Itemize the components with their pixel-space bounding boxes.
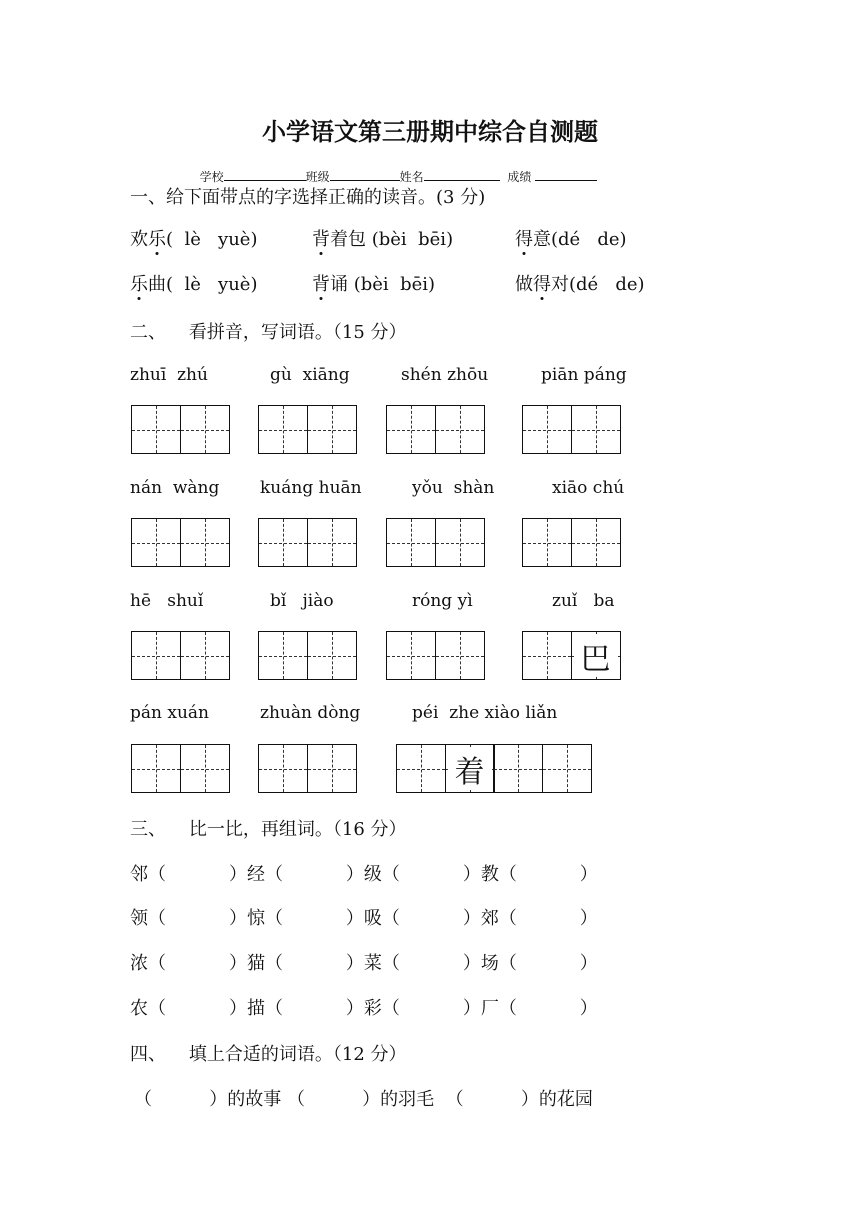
writing-cell[interactable] [542, 744, 592, 793]
writing-grid [258, 518, 355, 567]
q1-item: 乐曲( lè yuè) [130, 274, 258, 295]
pinyin-label: kuáng huān [260, 478, 362, 498]
q1-item: 得意(dé de) [515, 229, 627, 250]
section3-heading: 三、 比一比，再组词。（16 分） [130, 819, 407, 840]
name-blank[interactable] [424, 170, 500, 181]
pinyin-label: pán xuán [130, 703, 209, 723]
writing-cell[interactable] [386, 631, 436, 680]
writing-grid [131, 405, 228, 454]
writing-cell[interactable] [180, 631, 230, 680]
writing-cell[interactable] [435, 405, 485, 454]
writing-grid [131, 518, 228, 567]
writing-grid [386, 405, 483, 454]
writing-cell[interactable] [131, 518, 181, 567]
writing-cell[interactable] [180, 405, 230, 454]
pinyin-label: shén zhōu [401, 365, 489, 385]
writing-cell[interactable] [131, 744, 181, 793]
section2-heading: 二、 看拼音，写词语。（15 分） [130, 322, 407, 343]
pinyin-label: hē shuǐ [130, 591, 204, 611]
pinyin-label: nán wàng [130, 478, 220, 498]
writing-grid [522, 405, 619, 454]
section1-heading: 一、给下面带点的字选择正确的读音。(3 分) [130, 187, 486, 208]
writing-grid [258, 405, 355, 454]
pinyin-label: piān páng [541, 365, 627, 385]
school-label: 学校 [199, 170, 224, 184]
writing-grid [386, 518, 483, 567]
q1-item: 欢乐( lè yuè) [130, 229, 258, 250]
writing-grid [131, 631, 228, 680]
student-info-line [192, 154, 597, 185]
name-label: 姓名 [399, 170, 424, 184]
writing-cell[interactable] [258, 518, 308, 567]
writing-cell[interactable] [522, 405, 572, 454]
page-title: 小学语文第三册期中综合自测题 [262, 118, 598, 146]
score-blank[interactable] [535, 170, 597, 181]
writing-cell[interactable] [435, 631, 485, 680]
pinyin-label: bǐ jiào [270, 591, 334, 611]
pinyin-label: zhuàn dòng [260, 703, 361, 723]
compare-row: 浓（ ）猫（ ）菜（ ）场（ ） [130, 953, 598, 974]
q1-item: 做得对(dé de) [515, 274, 645, 295]
pinyin-label: róng yì [412, 591, 473, 611]
writing-cell[interactable] [131, 631, 181, 680]
school-blank[interactable] [224, 170, 306, 181]
writing-cell[interactable] [258, 631, 308, 680]
pinyin-label: zhuī zhú [130, 365, 208, 385]
class-blank[interactable] [330, 170, 400, 181]
compare-row: 领（ ）惊（ ）吸（ ）郊（ ） [130, 908, 598, 929]
writing-cell[interactable] [435, 518, 485, 567]
writing-cell[interactable] [522, 631, 572, 680]
writing-cell-filled[interactable]: 着 [445, 744, 495, 793]
writing-cell[interactable] [522, 518, 572, 567]
section4-heading: 四、 填上合适的词语。（12 分） [130, 1044, 407, 1065]
writing-cell[interactable] [396, 744, 446, 793]
writing-cell[interactable] [571, 518, 621, 567]
compare-row: 邻（ ）经（ ）级（ ）教（ ） [130, 864, 598, 885]
writing-cell-filled[interactable]: 巴 [571, 631, 621, 680]
writing-cell[interactable] [386, 405, 436, 454]
writing-cell[interactable] [307, 631, 357, 680]
class-label: 班级 [305, 170, 330, 184]
writing-cell[interactable] [571, 405, 621, 454]
writing-grid [258, 631, 355, 680]
writing-cell[interactable] [307, 518, 357, 567]
compare-row: 农（ ）描（ ）彩（ ）厂（ ） [130, 998, 598, 1019]
writing-grid [258, 744, 355, 793]
writing-cell[interactable] [307, 744, 357, 793]
writing-grid [522, 631, 619, 680]
fill-item: （ ）的故事 （ ）的羽毛 （ ）的花园 [134, 1089, 593, 1110]
writing-grid [131, 744, 228, 793]
writing-cell[interactable] [180, 744, 230, 793]
pinyin-label: péi zhe xiào liǎn [412, 703, 558, 723]
writing-cell[interactable] [386, 518, 436, 567]
writing-cell[interactable] [258, 405, 308, 454]
writing-grid [522, 518, 619, 567]
writing-grid [396, 744, 590, 793]
pinyin-label: yǒu shàn [412, 478, 495, 498]
q1-item: 背着包 (bèi bēi) [312, 229, 454, 250]
pinyin-label: gù xiāng [270, 365, 350, 385]
writing-cell[interactable] [258, 744, 308, 793]
writing-grid [386, 631, 483, 680]
writing-cell[interactable] [493, 744, 543, 793]
pinyin-label: xiāo chú [552, 478, 625, 498]
pinyin-label: zuǐ ba [552, 591, 615, 611]
writing-cell[interactable] [180, 518, 230, 567]
writing-cell[interactable] [131, 405, 181, 454]
q1-item: 背诵 (bèi bēi) [312, 274, 436, 295]
score-label: 成绩 [507, 170, 532, 184]
writing-cell[interactable] [307, 405, 357, 454]
